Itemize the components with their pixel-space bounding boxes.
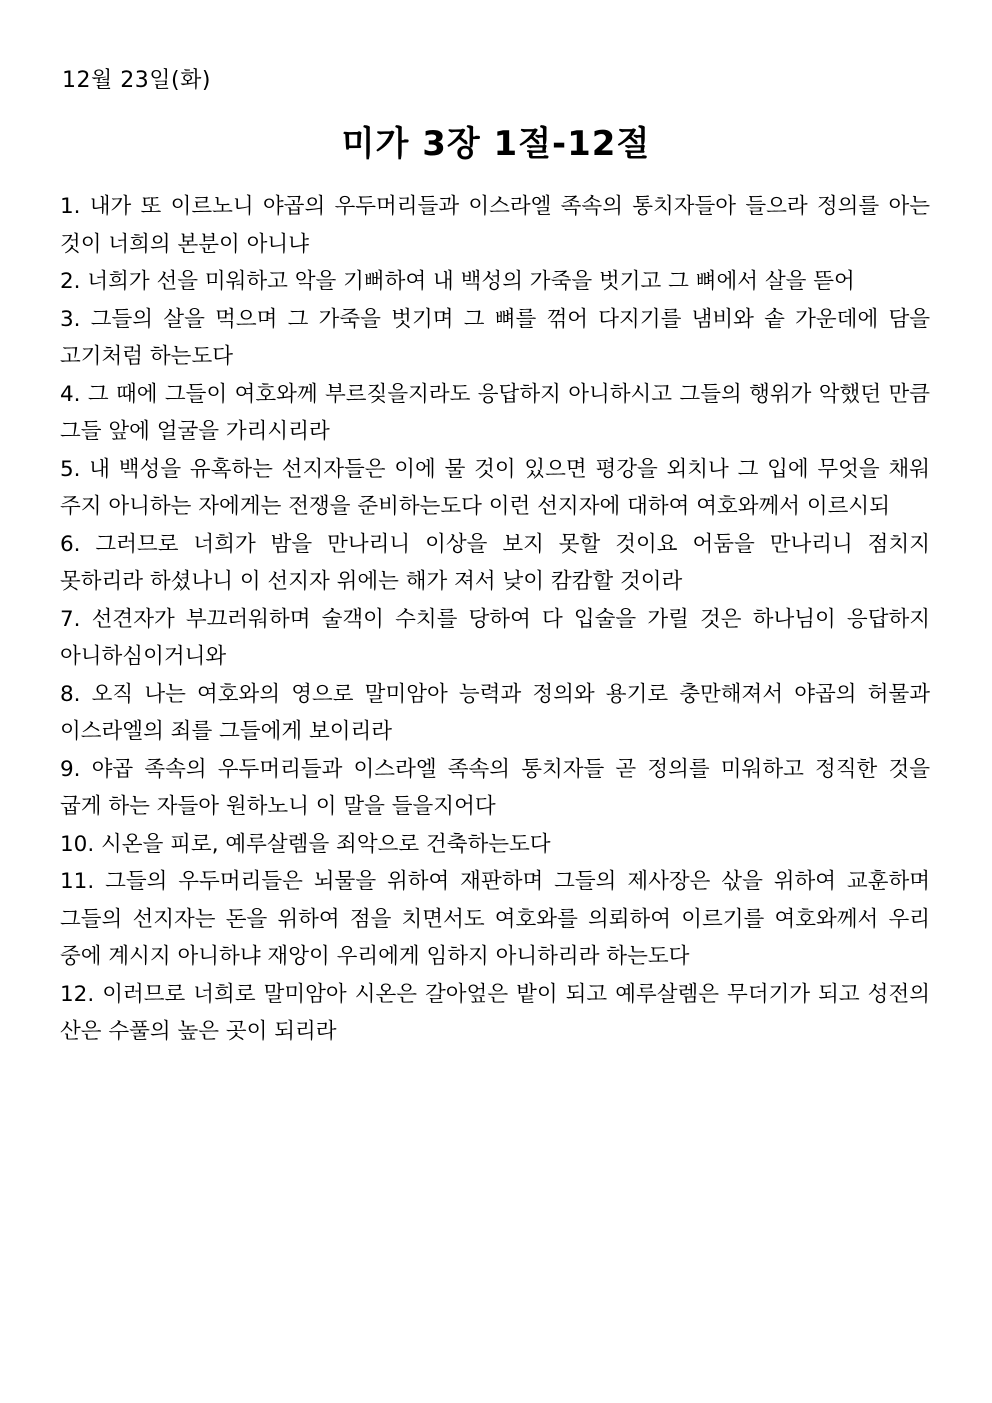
verse-8: 8. 오직 나는 여호와의 영으로 말미암아 능력과 정의와 용기로 충만해져서 야곱의 허물과 이스라엘의 죄를 그들에게 보이리라 <box>60 681 930 744</box>
verse-1: 1. 내가 또 이르노니 야곱의 우두머리들과 이스라엘 족속의 통치자들아 들으라 정의를 아는 것이 너희의 본분이 아니냐 <box>60 194 930 257</box>
verse-5: 5. 내 백성을 유혹하는 선지자들은 이에 물 것이 있으면 평강을 외치나 그 입에 무엇을 채워 주지 아니하는 자에게는 전쟁을 준비하는도다 이런 선지자에 대하여 여호와께서 이르시되 <box>60 456 930 519</box>
verse-12: 12. 이러므로 너희로 말미암아 시온은 갈아엎은 밭이 되고 예루살렘은 무더기가 되고 성전의 산은 수풀의 높은 곳이 되리라 <box>60 981 930 1044</box>
verse-11: 11. 그들의 우두머리들은 뇌물을 위하여 재판하며 그들의 제사장은 삯을 위하여 교훈하며 그들의 선지자는 돈을 위하여 점을 치면서도 여호와를 의뢰하여 이르기를 여호와께서 우리 중에 계시지 아니하냐 재앙이 우리에게 임하지 아니하리라 하는도다 <box>60 869 930 969</box>
verse-10: 10. 시온을 피로, 예루살렘을 죄악으로 건축하는도다 <box>60 831 551 857</box>
document-date: 12월 23일(화) <box>62 68 211 93</box>
verse-6: 6. 그러므로 너희가 밤을 만나리니 이상을 보지 못할 것이요 어둠을 만나리니 점치지 못하리라 하셨나니 이 선지자 위에는 해가 져서 낮이 캄캄할 것이라 <box>60 531 930 594</box>
verse-3: 3. 그들의 살을 먹으며 그 가죽을 벗기며 그 뼈를 꺾어 다지기를 냄비와 솥 가운데에 담을 고기처럼 하는도다 <box>60 306 930 369</box>
verse-7: 7. 선견자가 부끄러워하며 술객이 수치를 당하여 다 입술을 가릴 것은 하나님이 응답하지 아니하심이거니와 <box>60 606 930 669</box>
verse-2: 2. 너희가 선을 미워하고 악을 기뻐하여 내 백성의 가죽을 벗기고 그 뼈에서 살을 뜯어 <box>60 269 855 294</box>
verse-4: 4. 그 때에 그들이 여호와께 부르짖을지라도 응답하지 아니하시고 그들의 행위가 악했던 만큼 그들 앞에 얼굴을 가리시리라 <box>60 381 930 444</box>
verse-list <box>60 188 930 1051</box>
document-title: 미가 3장 1절-12절 <box>341 124 651 164</box>
verse-9: 9. 야곱 족속의 우두머리들과 이스라엘 족속의 통치자들 곧 정의를 미워하고 정직한 것을 굽게 하는 자들아 원하노니 이 말을 들을지어다 <box>60 756 930 819</box>
